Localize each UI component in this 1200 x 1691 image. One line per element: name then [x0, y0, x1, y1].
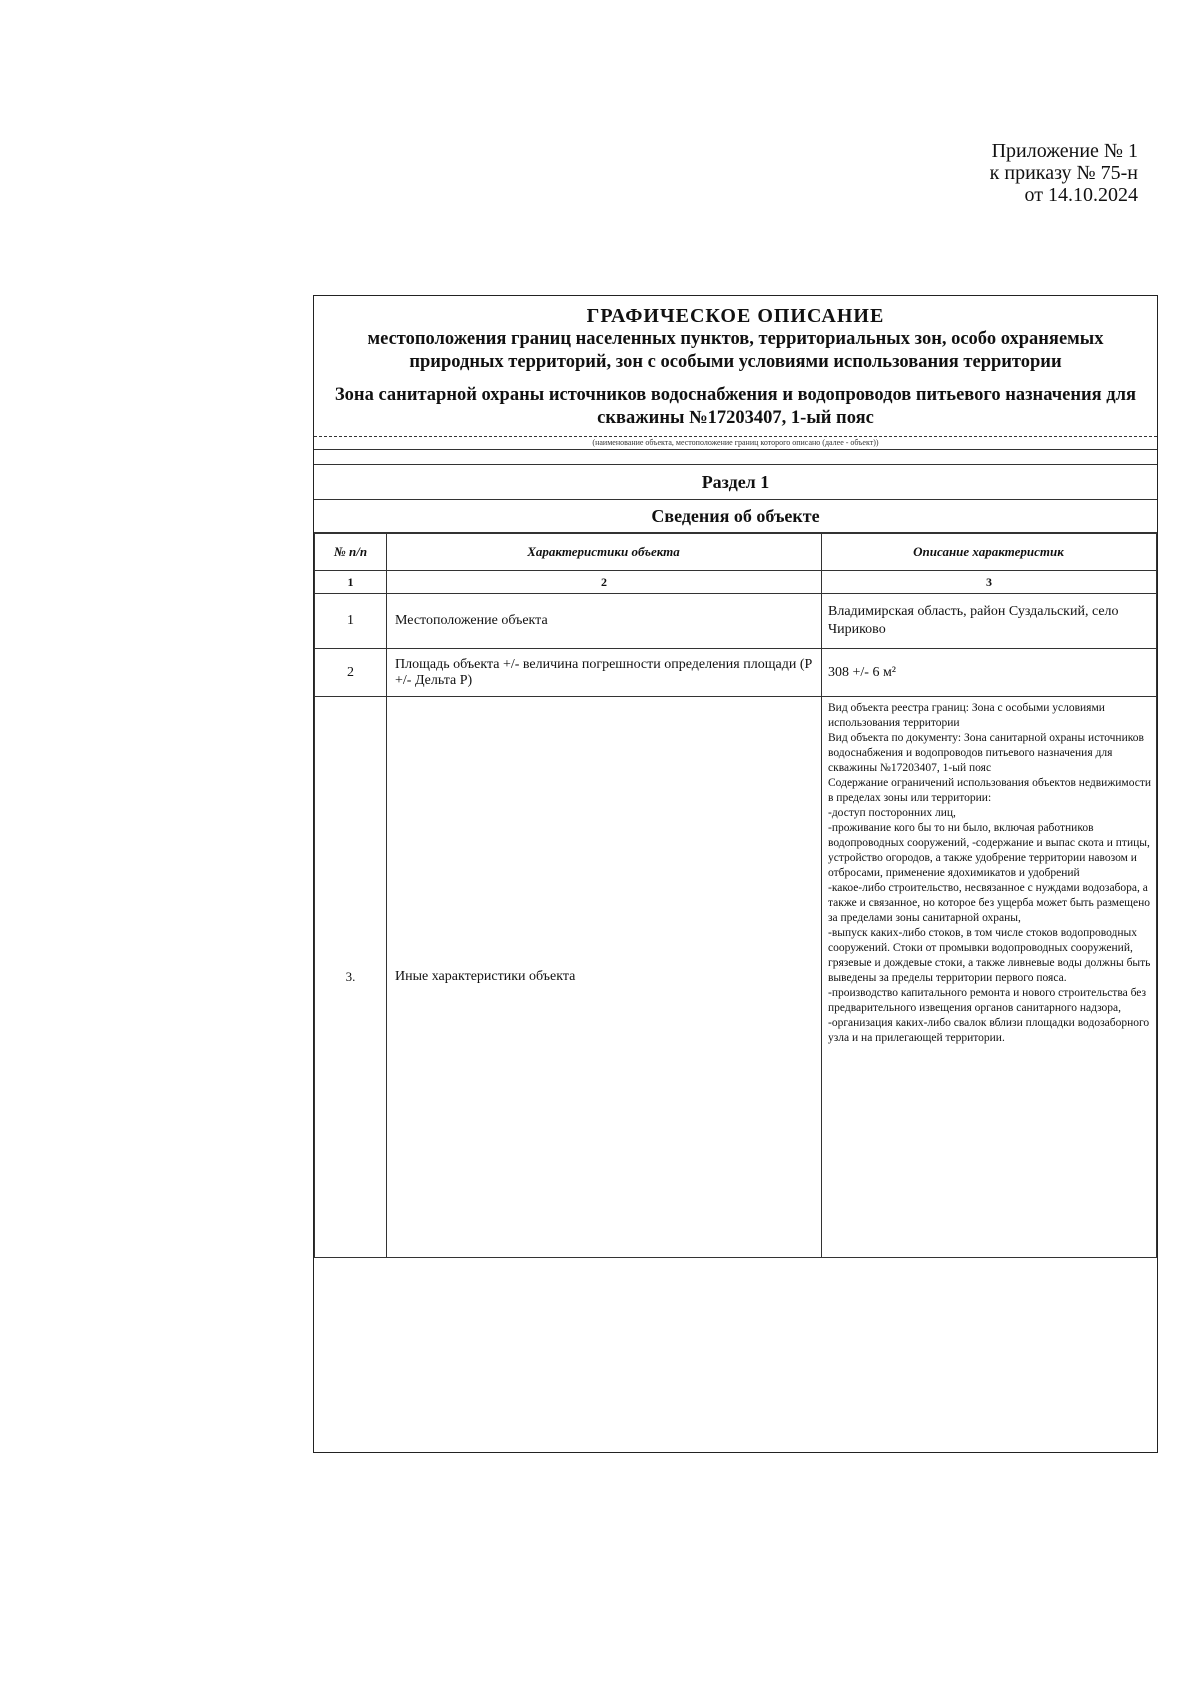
zone-name: Зона санитарной охраны источников водоснабжения и водопроводов питьевого назначения для скважины №17203407, 1-ый пояс: [334, 385, 1137, 428]
row-description: 308 +/- 6 м²: [822, 649, 1157, 697]
table-row: [315, 649, 1157, 697]
row-description: Вид объекта реестра границ: Зона с особыми условиями использования территории Вид объекта по документу: Зона санитарной охраны источников водоснабжения и водопроводов питьевого назначения для скважины №17203407, 1-ый пояс Содержание ограничений использования объектов недвижимости в пределах зоны или территории: -доступ посторонних лиц, -проживание кого бы то ни было, включая работников водопроводных сооружений, -содержание и выпас скота и птицы, устройство огородов, а также удобрение территории навозом и отбросами, применение ядохимикатов и удобрений -какое-либо строительство, несвязанное с нуждами водозабора, а также и связанное, но которое без ущерба может быть размещено за пределами зоны санитарной охраны, -выпуск каких-либо стоков, в том числе стоков водопроводных сооружений. Стоки от промывки водопроводных сооружений, грязевые и дождевые стоки, а также ливневые воды должны быть выведены за пределы территории первого пояса. -производство капитального ремонта и нового строительства без предварительного извещения органов санитарного надзора, -организация каких-либо свалок вблизи площадки водозаборного узла и на прилегающей территории.: [822, 697, 1157, 1258]
order-date: от 14.10.2024: [1024, 184, 1138, 206]
column-number-row: [315, 571, 1157, 594]
column-number: 2: [387, 571, 822, 594]
row-description: Владимирская область, район Суздальский, село Чириково: [822, 594, 1157, 649]
row-characteristic: Площадь объекта +/- величина погрешности определения площади (P +/- Дельта P): [387, 649, 822, 697]
header-characteristic: Характеристики объекта: [387, 534, 822, 571]
column-number: 3: [822, 571, 1157, 594]
table-row: [315, 697, 1157, 1258]
row-number: 3.: [315, 697, 387, 1258]
table-header-row: [315, 534, 1157, 571]
header-number: № п/п: [315, 534, 387, 571]
title-block: [314, 296, 1157, 430]
order-reference: к приказу № 75-н: [989, 162, 1138, 184]
column-number: 1: [315, 571, 387, 594]
section-subtitle: Сведения об объекте: [314, 500, 1157, 533]
row-characteristic: Иные характеристики объекта: [387, 697, 822, 1258]
document-title: ГРАФИЧЕСКОЕ ОПИСАНИЕ: [586, 305, 885, 327]
header-description: Описание характеристик: [822, 534, 1157, 571]
appendix-number: Приложение № 1: [991, 140, 1138, 162]
zone-caption: (наименование объекта, местоположение границ которого описано (далее - объект)): [314, 436, 1157, 450]
document-subtitle: местоположения границ населенных пунктов, территориальных зон, особо охраняемых природных территорий, зон с особыми условиями использования территории: [367, 329, 1104, 372]
appendix-header: [838, 140, 1138, 206]
section-title: Раздел 1: [314, 464, 1157, 500]
document-frame: [313, 295, 1158, 1453]
row-number: 2: [315, 649, 387, 697]
row-number: 1: [315, 594, 387, 649]
row-characteristic: Местоположение объекта: [387, 594, 822, 649]
table-row: [315, 594, 1157, 649]
object-info-table: [314, 533, 1157, 1258]
